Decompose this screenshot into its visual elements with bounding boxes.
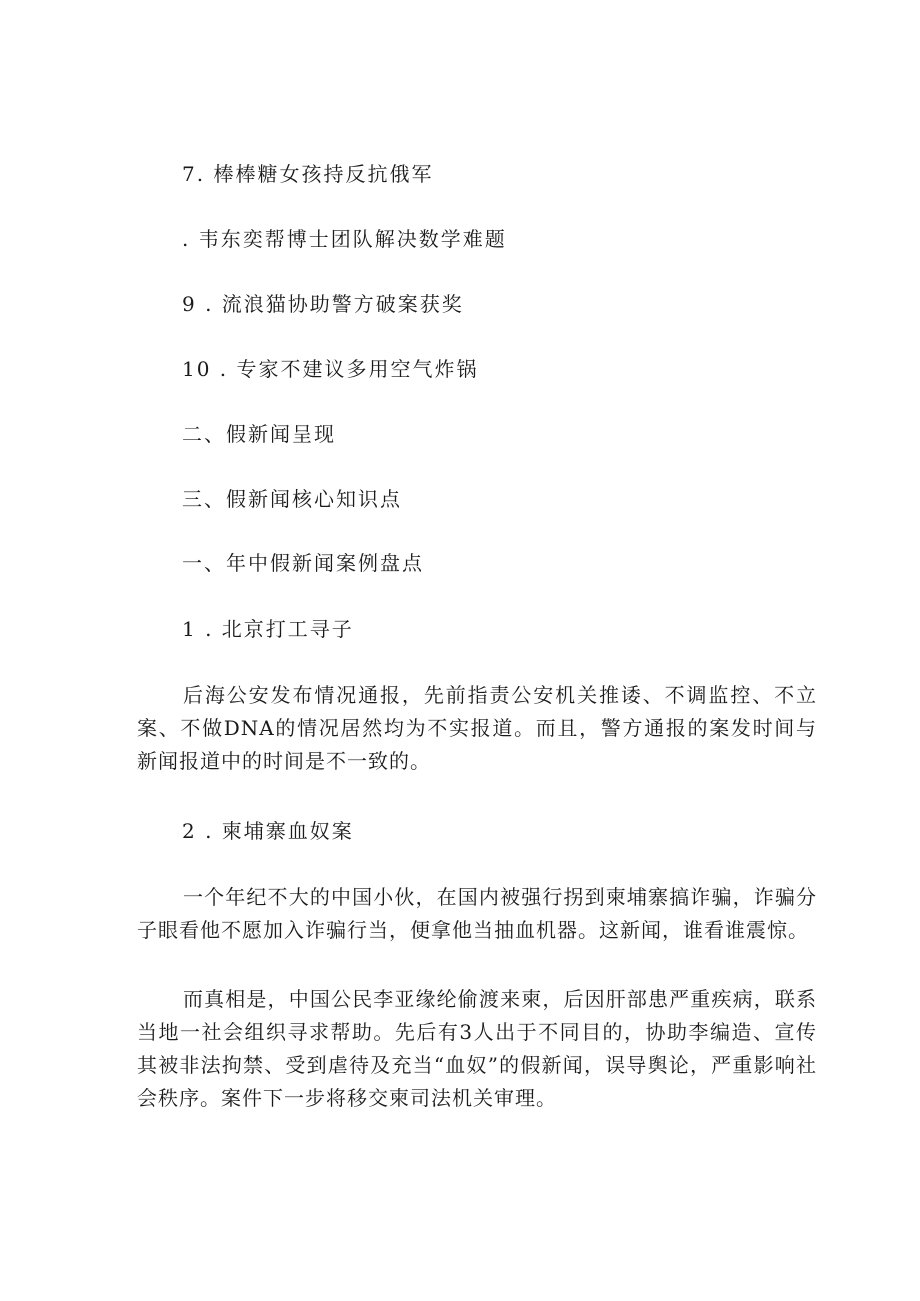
case-paragraph-2a: 一个年纪不大的中国小伙，在国内被强行拐到柬埔寨搞诈骗，诈骗分子眼看他不愿加入诈骗行当，便拿他当抽血机器。这新闻，谁看谁震惊。	[137, 885, 817, 942]
section-heading-one: 一、年中假新闻案例盘点	[182, 551, 424, 575]
list-item-8: . 韦东奕帮博士团队解决数学难题	[182, 227, 507, 251]
list-item-7: 7. 棒棒糖女孩持反抗俄军	[182, 162, 434, 186]
case-paragraph-2b: 而真相是，中国公民李亚缘纶偷渡来柬，后因肝部患严重疾病，联系当地一社会组织寻求帮助。先后有3人出于不同目的，协助李编造、宣传其被非法拘禁、受到虐待及充当“血奴”的假新闻，误导舆论，严重影响社会秩序。案件下一步将移交柬司法机关审理。	[137, 987, 817, 1110]
list-item-9: 9 . 流浪猫协助警方破案获奖	[182, 292, 464, 316]
section-heading-two: 二、假新闻呈现	[182, 422, 336, 446]
section-heading-three: 三、假新闻核心知识点	[182, 487, 402, 511]
case-title-2: 2 . 柬埔寨血奴案	[182, 819, 354, 843]
case-title-1: 1 . 北京打工寻子	[182, 617, 354, 641]
case-paragraph-1: 后海公安发布情况通报，先前指责公安机关推诿、不调监控、不立案、不做DNA的情况居然均为不实报道。而且，警方通报的案发时间与新闻报道中的时间是不一致的。	[137, 683, 817, 773]
list-item-10: 10 . 专家不建议多用空气炸锅	[182, 357, 479, 381]
